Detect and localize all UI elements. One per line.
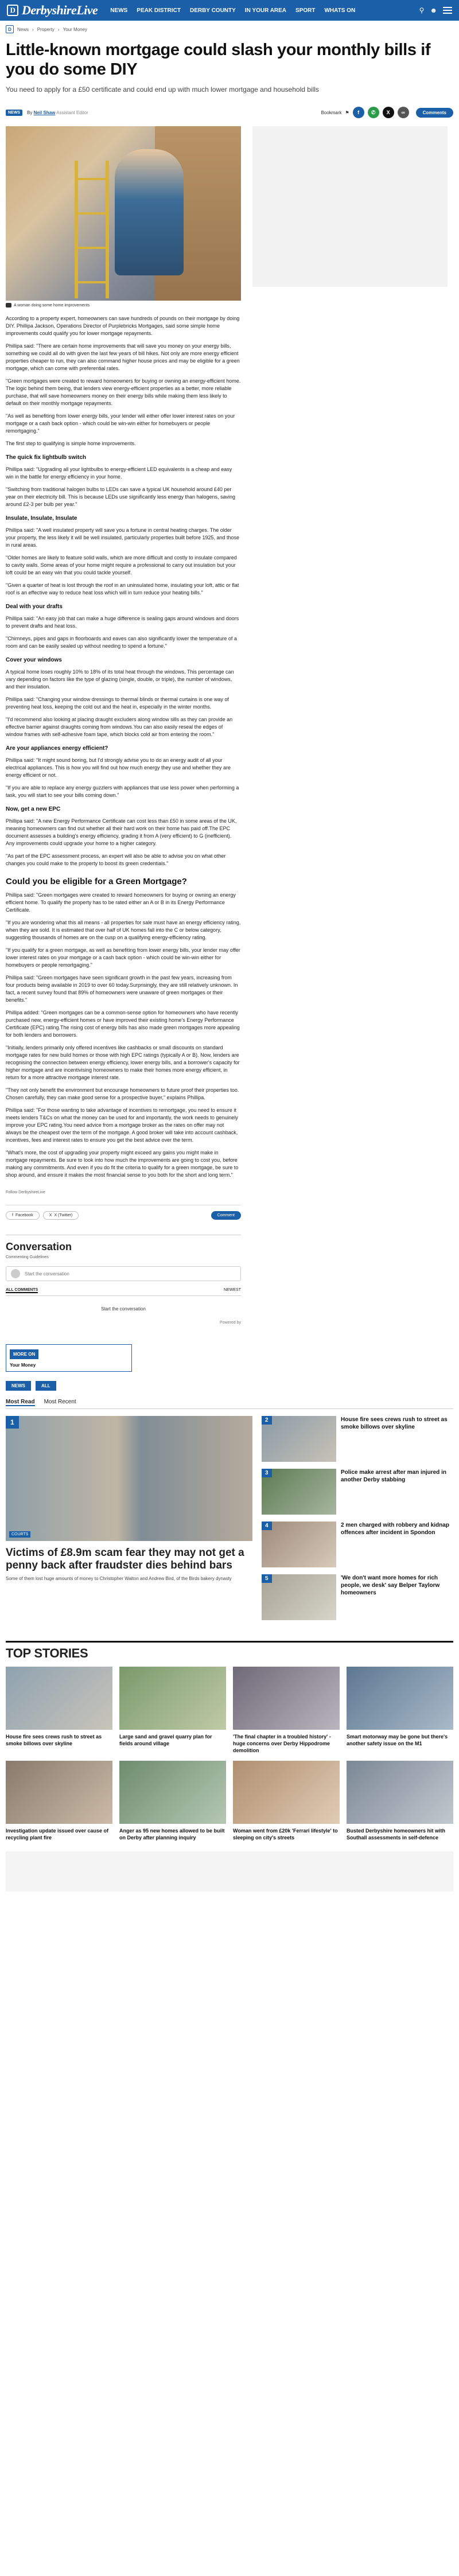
article-body (6, 315, 241, 1179)
story-image (6, 1667, 112, 1730)
x-follow-label: X (Twitter) (54, 1213, 73, 1217)
story-title[interactable]: Police make arrest after man injured in another Derby stabbing (341, 1469, 446, 1483)
story-card[interactable] (119, 1667, 226, 1754)
comment-input[interactable] (6, 1266, 241, 1281)
rank-badge: 5 (262, 1574, 272, 1583)
story-title[interactable]: Woman went from £20k 'Ferrari lifestyle' to sleeping on city's streets (233, 1828, 338, 1840)
article-paragraph: "Initially, lenders primarily only offered incentives like cashbacks or small discounts on standard mortgage rates for new build homes or those with high EPC ratings (typically A or B). Now, lenders are recognising the connection between energy efficiency, lower energy bills, and a borrower's capacity for higher mortgage and are incentivising homeowners to make their homes more energy efficient, in return for a more attractive mortgage interest rate. (6, 1045, 240, 1080)
rank-badge: 1 (6, 1416, 19, 1429)
tab-all-comments[interactable]: ALL COMMENTS (6, 1288, 38, 1292)
article-paragraph: Phillipa said: "Changing your window dressings to thermal blinds or thermal curtains is one way of preventing heat loss, keeping the cold out and the heat in, especially in the winter months. (6, 696, 229, 710)
eligibility-heading: Could you be eligible for a Green Mortgage? (6, 877, 187, 886)
story-card[interactable] (119, 1761, 226, 1841)
article-paragraph: "If you qualify for a green mortgage, as well as benefiting from lower energy bills, your lender may offer lower interest rates on your mortgage or a cash back option - which could be win-win either for homebuyers or people remortgaging." (6, 947, 240, 968)
facebook-follow-label: Facebook (15, 1213, 33, 1217)
article-paragraph: Phillipa said: "An easy job that can make a huge difference is sealing gaps around windows and doors to prevent drafts and heat loss. (6, 616, 239, 629)
story-image (233, 1761, 340, 1824)
story-thumbnail (262, 1416, 336, 1462)
link-icon[interactable]: ∞ (398, 107, 409, 118)
story-image (233, 1667, 340, 1730)
breadcrumb-item[interactable]: Property (37, 26, 55, 32)
section-heading: Deal with your drafts (6, 604, 63, 610)
x-follow-button[interactable] (43, 1211, 79, 1220)
article-headline: Little-known mortgage could slash your monthly bills if you do some DIY (6, 41, 431, 79)
article-paragraph: "Given a quarter of heat is lost through the roof in an uninsulated home, insulating your loft, attic or flat roof is an effective way to reduce heat loss which will in turn reduce your heating bills." (6, 582, 239, 596)
section-heading: Now, get a new EPC (6, 806, 61, 812)
lead-story-tag: COURTS (9, 1531, 30, 1538)
author-role: Assistant Editor (56, 110, 88, 115)
story-card[interactable] (6, 1761, 112, 1841)
bookmark-icon[interactable]: ⚑ (345, 110, 349, 115)
top-stories (6, 1641, 453, 1841)
story-thumbnail (262, 1469, 336, 1515)
comment-tabs (6, 1288, 241, 1296)
comments-button[interactable]: Comments (416, 108, 453, 118)
hero-person (115, 149, 184, 275)
rank-badge: 2 (262, 1416, 272, 1425)
facebook-icon[interactable]: f (353, 107, 364, 118)
hero-ladder (75, 161, 109, 298)
article-paragraph: "As part of the EPC assessment process, an expert will also be able to advise you on what other changes you could make to the property to boost its green credentials." (6, 853, 226, 866)
article-standfirst: You need to apply for a £50 certificate and could end up with much lower mortgage and household bills (6, 85, 319, 94)
hero-image (6, 126, 241, 301)
top-nav (110, 7, 355, 14)
follow-row (6, 1205, 241, 1220)
rank-badge: 3 (262, 1469, 272, 1477)
user-icon[interactable]: ☻ (430, 6, 437, 14)
avatar (11, 1269, 20, 1278)
story-image (119, 1761, 226, 1824)
author-link[interactable]: Neil Shaw (33, 110, 56, 115)
story-title[interactable]: Large sand and gravel quarry plan for fields around village (119, 1734, 212, 1746)
more-on-label: MORE ON (10, 1349, 38, 1359)
list-item[interactable] (262, 1522, 453, 1567)
story-title[interactable]: Anger as 95 new homes allowed to be built on Derby after planning inquiry (119, 1828, 225, 1840)
byline-prefix: By (27, 110, 33, 115)
rank-badge: 4 (262, 1522, 272, 1530)
most-read-list (262, 1416, 453, 1620)
bookmark-label[interactable]: Bookmark (321, 110, 342, 115)
section-heading: Are your appliances energy efficient? (6, 745, 108, 752)
story-title[interactable]: 'We don't want more homes for rich people, we desk' say Belper Taylorw homeowners (341, 1575, 440, 1596)
article-paragraph: Phillipa said: "Upgrading all your lightbulbs to energy-efficient LED equivalents is a cheap and easy win in the battle for energy efficiency in your home. (6, 466, 232, 480)
menu-icon[interactable] (443, 7, 452, 14)
story-title[interactable]: Smart motorway may be gone but there's another safety issue on the M1 (347, 1734, 448, 1746)
story-image (119, 1667, 226, 1730)
breadcrumb-item[interactable]: News (17, 26, 29, 32)
guidelines-link[interactable]: Commenting Guidelines (6, 1255, 49, 1259)
start-conversation[interactable]: Start the conversation (101, 1306, 146, 1312)
article-paragraph: Phillipa added: "Green mortgages can be a common-sense option for homeowners who have recently purchased new, energy-efficient homes or have improved their existing home's Energy Performance Certificate (EPC) rating.The rising cost of energy bills has also made green mortgages more appealing for both lenders and borrowers. (6, 1010, 240, 1038)
more-on-box (6, 1344, 132, 1372)
article-paragraph: Phillipa said: "Green mortgages were created to reward homeowners for buying or owning an energy efficient home. To qualify the property has to be rated either an A or B in its Energy Performance Certificate. (6, 892, 236, 913)
article-paragraph: "If you are able to replace any energy guzzlers with appliances that use less power when performing a task, you will start to see your bills coming down." (6, 785, 239, 798)
nav-item-sport[interactable]: SPORT (295, 7, 316, 14)
story-card[interactable] (347, 1667, 453, 1754)
facebook-icon: f (12, 1213, 13, 1217)
comment-button[interactable]: Comment (211, 1211, 241, 1220)
list-item[interactable] (262, 1469, 453, 1515)
article-paragraph: "Green mortgages were created to reward homeowners for buying or owning an energy-efficient home. The logic behind them being, that lenders view energy-efficient properties as a better, more reliable purchase, that will save homeowners money on their energy bills while making them less likely to default on their monthly mortgage repayments. (6, 378, 241, 406)
x-icon: X (49, 1213, 52, 1217)
conversation-section (6, 1235, 241, 1325)
section-strip (6, 1381, 453, 1391)
facebook-follow-button[interactable] (6, 1211, 40, 1220)
read-tabs (6, 1399, 453, 1409)
breadcrumb-item[interactable]: Your Money (63, 26, 87, 32)
site-logo[interactable] (7, 3, 98, 18)
article-paragraph: "Chimneys, pipes and gaps in floorboards and eaves can also significantly lower the temperature of a room and can be easily sealed up without needing to spend a fortune." (6, 636, 237, 649)
nav-item-peak-district[interactable]: PEAK DISTRICT (137, 7, 181, 14)
more-on-item[interactable]: Your Money (10, 1363, 36, 1368)
tab-newest[interactable]: NEWEST (224, 1288, 241, 1292)
story-title[interactable]: Busted Derbyshire homeowners hit with Southall assessments in self-defence (347, 1828, 446, 1840)
section-heading: Insulate, Insulate, Insulate (6, 515, 77, 522)
article-paragraph: "If you are wondering what this all means - all properties for sale must have an energy efficiency rating, when they are sold. It is estimated that over half of UK homes fall into the C or below category, suggesting thousands of homes are on the cusp on a qualifying energy-efficiency rating. (6, 920, 241, 940)
nav-item-whats-on[interactable]: WHATS ON (324, 7, 356, 14)
article-paragraph: Phillipa said: "A new Energy Performance Certificate can cost less than £50 in some areas of the UK, meaning homeowners can find out whether all their hard work on their home has paid off.The EPC document assesses a building's energy efficiency, grading it from A (very efficient) to G (inefficient). Any improvements could upgrade your home to a higher category. (6, 818, 237, 846)
lead-story-title[interactable]: Victims of £8.9m scam fear they may not get a penny back after fraudster dies behind bars (6, 1547, 244, 1571)
image-caption (6, 301, 241, 310)
top-stories-grid (6, 1667, 453, 1841)
article-paragraph: According to a property expert, homeowners can save hundreds of pounds on their mortgage by doing DIY. Phillipa Jackson, Operations Director of Purplebricks Mortgages, said some simple home improvements could qualify you for lower mortgage repayments. (6, 316, 240, 336)
byline-row (6, 104, 453, 120)
conversation-title: Conversation (6, 1241, 72, 1252)
conversation-meta (6, 1255, 241, 1259)
list-item[interactable] (262, 1574, 453, 1620)
story-thumbnail (262, 1574, 336, 1620)
story-title[interactable]: House fire sees crews rush to street as smoke billows over skyline (341, 1417, 448, 1430)
x-icon[interactable]: X (383, 107, 394, 118)
share-bar (321, 107, 453, 118)
story-image (6, 1761, 112, 1824)
story-card[interactable] (347, 1761, 453, 1841)
story-title[interactable]: 'The final chapter in a troubled history' - huge concerns over Derby Hippodrome demolition (233, 1734, 331, 1753)
search-icon[interactable]: ⚲ (419, 6, 425, 14)
top-bar-actions (419, 6, 452, 14)
all-tab[interactable]: ALL (36, 1381, 56, 1391)
byline (27, 110, 88, 115)
sidebar (252, 126, 448, 1372)
article-column (6, 126, 241, 1372)
article-paragraph: Phillipa said: "A well insulated property will save you a fortune in central heating charges. The older your property, the less likely it will be well insulated, particularly properties built before 1925, and those in rural areas. (6, 527, 240, 548)
story-image (347, 1667, 453, 1730)
story-title[interactable]: 2 men charged with robbery and kidnap offences after incident in Spondon (341, 1522, 449, 1536)
logo-badge: D (7, 5, 18, 16)
nav-item-derby-county[interactable]: DERBY COUNTY (189, 7, 236, 14)
article-paragraph: "They not only benefit the environment but encourage homeowners to future proof their properties too. Chosen carefully, they can make good sense for a prospective buyer," explains Phillipa. (6, 1087, 239, 1100)
section-heading: The quick fix lightbulb switch (6, 454, 87, 461)
story-card[interactable] (6, 1667, 112, 1754)
story-title[interactable]: Investigation update issued over cause of recycling plant fire (6, 1828, 109, 1840)
article-paragraph: "Older homes are likely to feature solid walls, which are more difficult and costly to insulate compared to cavity walls. Some areas of your home might require a professional to carry out insulation but your loft could be an easy win that you could tackle yourself. (6, 555, 237, 575)
article-paragraph: Phillipa said: "It might sound boring, but I'd strongly advise you to do an energy audit of all your electrical appliances. This is how you will find out how much energy they use and whether they are energy efficient or not. (6, 757, 231, 778)
story-title[interactable]: House fire sees crews rush to street as smoke billows over skyline (6, 1734, 102, 1746)
tab-most-read[interactable]: Most Read (6, 1399, 35, 1405)
story-thumbnail (262, 1522, 336, 1567)
lead-story-image (6, 1416, 252, 1541)
powered-by: Powered by (220, 1321, 241, 1325)
lead-story-blurb: Some of them lost huge amounts of money to Christopher Walton and Andrew Bird, of the Birds bakery dynasty (6, 1576, 232, 1581)
article-paragraph: The first step to qualifying is simple home improvements. (6, 441, 136, 446)
site-name: DerbyshireLive (22, 3, 98, 17)
top-stories-title: TOP STORIES (6, 1646, 88, 1660)
section-tag[interactable]: NEWS (6, 110, 22, 116)
article-paragraph: Phillipa said: "Green mortgages have seen significant growth in the past few years, increasing from four products being available in 2019 to over 60 today.Surprisingly, they are still relatively unknown. In fact, a recent survey found that 89% of homeowners were unaware of green mortgages or their benefits." (6, 975, 238, 1003)
news-tab[interactable]: NEWS (6, 1381, 31, 1391)
whatsapp-icon[interactable]: ✆ (368, 107, 379, 118)
comment-input-placeholder: Start the conversation (25, 1271, 69, 1277)
article-paragraph: A typical home loses roughly 10% to 18% of its total heat through the windows. This percentage can vary depending on factors like the type of glazing (single, double, or triple), the number of windows, and their insulation. (6, 669, 234, 690)
ad-slot (252, 126, 448, 287)
tab-most-recent[interactable]: Most Recent (44, 1399, 76, 1405)
chevron-right-icon: › (57, 26, 60, 32)
chevron-right-icon: › (32, 26, 34, 32)
story-card[interactable] (233, 1667, 340, 1754)
most-read-grid (6, 1416, 453, 1620)
section-heading: Cover your windows (6, 657, 62, 663)
story-card[interactable] (233, 1761, 340, 1841)
article-paragraph: "What's more, the cost of upgrading your property might exceed any gains you might make in mortgage repayments. Be sure to look into how much the improvements are going to cost you, before making any commitments. And even if you do fit the criteria to qualify for a green mortgage, be sure to shop around, and ensure it makes the most financial sense to you both for the short and long term." (6, 1150, 239, 1178)
follow-label: Follow DerbyshireLive (6, 1190, 45, 1194)
ad-slot-bottom (6, 1851, 453, 1892)
breadcrumb (6, 21, 453, 38)
article-paragraph: "As well as benefiting from lower energy bills, your lender will either offer lower interest rates on your mortgage or a cash back option - which could be win-win either for homebuyers or people remortgaging." (6, 413, 235, 434)
camera-icon (6, 303, 11, 308)
article-paragraph: Phillipa said: "For those wanting to take advantage of incentives to remortgage, you need to ensure it meets lenders T&Cs on what the money can be used for and importantly, the work needs to genuinely improve your EPC rating.You need advice from a mortgage broker as the rates on offer may not always be the cheapest over the term of the mortgage. A good broker will take into account cashback, incentives, fees and interest rates to ensure you get the best advice over the term. (6, 1107, 238, 1143)
article-paragraph: "I'd recommend also looking at placing draught excluders along window sills as they can provide an effective barrier against draughts coming from windows.You can also easily reseal the edges of window frames with self-adhesive foam tape, which blocks cold air from entering the room." (6, 717, 233, 737)
article-paragraph: "Switching from traditional halogen bulbs to LEDs can save a typical UK household around £40 per year on their electricity bill. This is because LEDs use significantly less energy than halogens, saving around £2-3 per bulb per year." (6, 487, 236, 507)
top-bar (0, 0, 459, 21)
home-icon[interactable]: D (6, 25, 14, 33)
list-item[interactable] (262, 1416, 453, 1462)
nav-item-in-your-area[interactable]: IN YOUR AREA (244, 7, 287, 14)
nav-item-news[interactable]: NEWS (110, 7, 128, 14)
lead-story[interactable] (6, 1416, 252, 1620)
caption-text: A woman doing some home improvements (14, 303, 90, 308)
story-image (347, 1761, 453, 1824)
article-paragraph: Phillipa said: "There are certain home improvements that will save you money on your energy bills, something we could all do with given the last few years of bill hikes. Not only are more energy efficient properties cheaper to run, they can also command higher house prices and may be eligible for a green mortgage, which can come with preferential rates. (6, 343, 240, 371)
